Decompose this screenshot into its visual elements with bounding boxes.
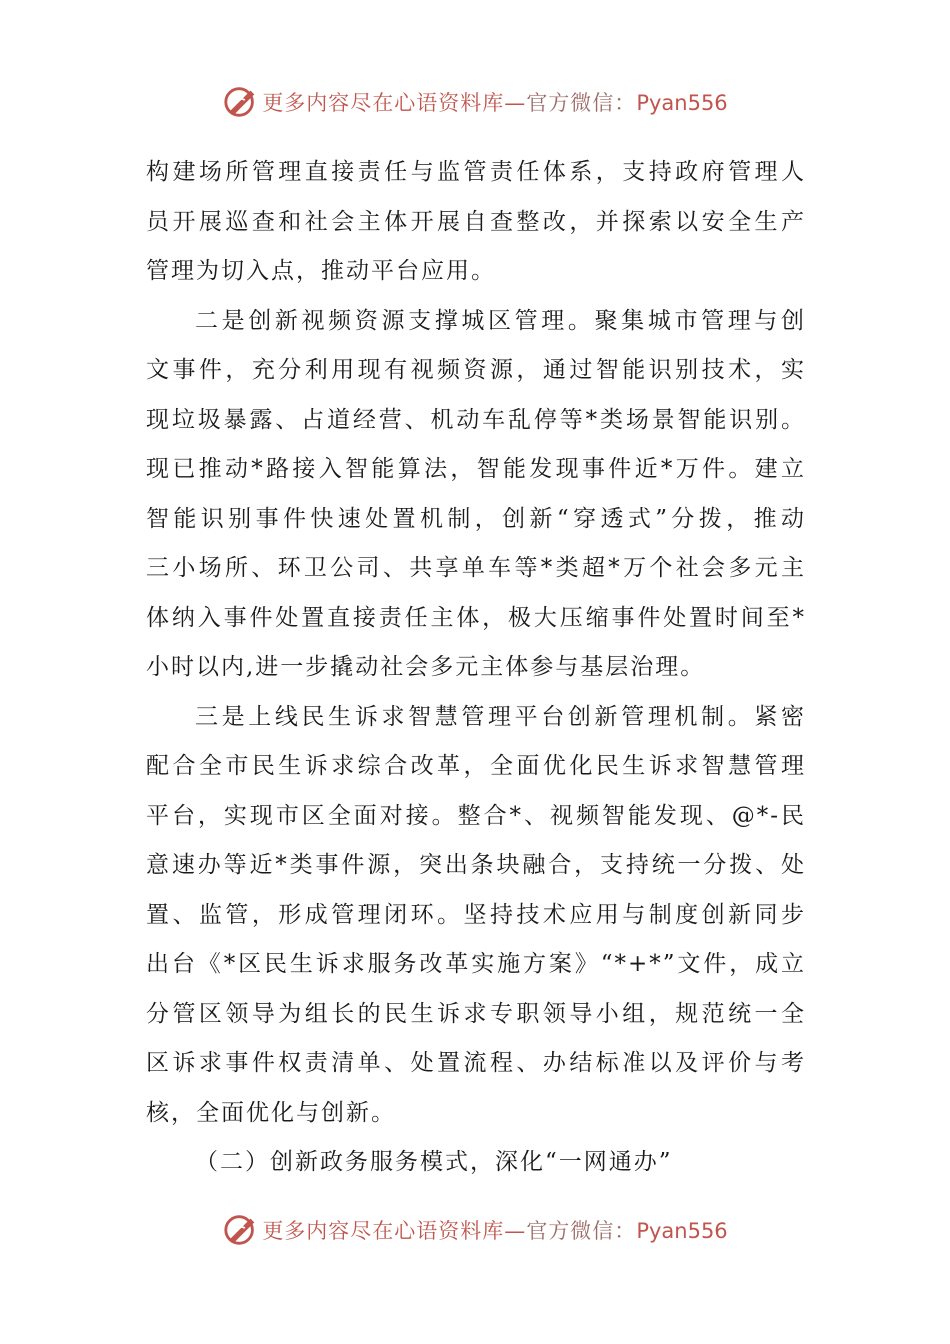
paragraph-start: 二是创新视频资源支撑城区管理。聚集城市管理与创 [195,307,806,334]
banner-wechat-label: 官方微信： [526,91,637,115]
header-banner [0,82,950,122]
paragraph-start: 三是上线民生诉求智慧管理平台创新管理机制。紧密 [195,703,806,730]
banner-main: 更多内容尽在心语资料库— [262,1219,527,1243]
pen-logo-icon [222,1211,260,1249]
banner-wechat-id: Pyan556 [636,91,728,115]
text-line: 置、监管，形成管理闭环。坚持技术应用与制度创新同步 [146,901,806,928]
banner-wechat-label: 官方微信： [526,1219,637,1243]
text-line: 分管区领导为组长的民生诉求专职领导小组，规范统一全 [146,1000,806,1027]
text-line: 构建场所管理直接责任与监管责任体系，支持政府管理人 [146,159,806,185]
banner-text [262,1215,727,1245]
text-line: 体纳入事件处置直接责任主体，极大压缩事件处置时间至* [146,604,806,631]
text-line: 文事件，充分利用现有视频资源，通过智能识别技术，实 [146,357,806,383]
text-line: 区诉求事件权责清单、处置流程、办结标准以及评价与考 [146,1050,806,1076]
pen-logo-icon [222,83,260,121]
text-line: 核，全面优化与创新。 [146,1099,396,1126]
text-line: 现垃圾暴露、占道经营、机动车乱停等*类场景智能识别。 [146,406,806,433]
banner-main: 更多内容尽在心语资料库— [262,91,527,115]
section-heading: （二）创新政务服务模式，深化“一网通办” [195,1149,673,1175]
text-line: 配合全市民生诉求综合改革，全面优化民生诉求智慧管理 [146,753,806,779]
text-line: 意速办等近*类事件源，突出条块融合，支持统一分拨、处 [146,852,806,878]
banner-wechat-id: Pyan556 [636,1219,728,1243]
document-body [146,148,806,1188]
text-line: 管理为切入点，推动平台应用。 [146,258,496,284]
text-line: 小时以内,进一步撬动社会多元主体参与基层治理。 [146,654,706,680]
text-line: 平台，实现市区全面对接。整合*、视频智能发现、@*-民 [146,802,806,829]
text-line: 现已推动*路接入智能算法，智能发现事件近*万件。建立 [146,456,806,482]
text-line: 三小场所、环卫公司、共享单车等*类超*万个社会多元主 [146,555,806,581]
text-line: 员开展巡查和社会主体开展自查整改，并探索以安全生产 [146,208,806,235]
banner-text [262,87,727,117]
text-line: 智能识别事件快速处置机制，创新“穿透式”分拨，推动 [146,505,806,532]
footer-banner [0,1210,950,1250]
text-line: 出台《*区民生诉求服务改革实施方案》“*+*”文件，成立 [146,951,806,977]
